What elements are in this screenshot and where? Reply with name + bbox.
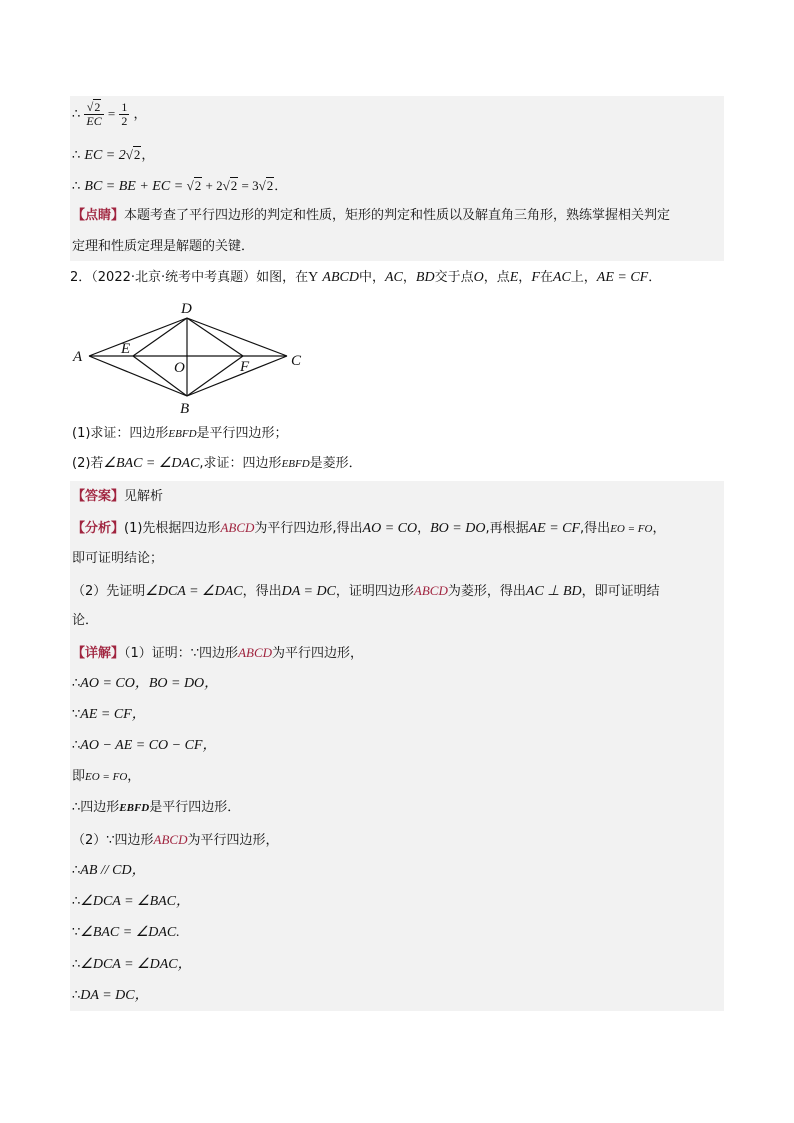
detail-line-9: ∴∠DCA = ∠BAC， — [72, 894, 191, 909]
eq-bc: ∴ BC = BE + EC = √2 + 2√2 = 3√2． — [72, 178, 288, 194]
detail-line-5: 即EO = FO， — [72, 769, 141, 784]
eq-ec: ∴ EC = 2√2， — [72, 147, 155, 163]
detail-line-3: ∵AE = CF， — [72, 707, 146, 722]
segment-ad — [89, 318, 187, 356]
analysis-line-3: （2）先证明∠DCA = ∠DAC，得出DA = DC，证明四边形ABCD为菱形，得出AC ⊥ BD，即可证明结 — [72, 583, 660, 599]
detail-line-10: ∵∠BAC = ∠DAC. — [72, 925, 180, 940]
segment-fb — [187, 356, 243, 396]
detail-line-1: 【详解】（1）证明：∵四边形ABCD为平行四边形， — [72, 645, 364, 661]
label-c: C — [291, 353, 302, 369]
analysis-line-4: 论． — [72, 613, 99, 628]
detail-line-4: ∴AO − AE = CO − CF， — [72, 738, 217, 753]
detail-line-6: ∴四边形EBFD是平行四边形． — [72, 800, 241, 815]
detail-line-12: ∴DA = DC， — [72, 988, 149, 1003]
dianjing-line-2: 定理和性质定理是解题的关键． — [72, 239, 255, 254]
question-2-stem: 2．（2022·北京·统考中考真题）如图，在Y ABCD中，AC，BD交于点O，点E，F在AC上，AE = CF． — [70, 270, 662, 285]
detail-line-2: ∴AO = CO，BO = DO， — [72, 676, 219, 691]
detail-line-11: ∴∠DCA = ∠DAC， — [72, 957, 192, 972]
detail-line-7: （2）∵四边形ABCD为平行四边形， — [72, 832, 279, 848]
fraction-root2-over-ec: $\frac{√2}{EC}$ — [86, 100, 102, 128]
segment-df — [187, 318, 243, 356]
segment-ba — [89, 356, 187, 396]
analysis-line-1: 【分析】(1)先根据四边形ABCD为平行四边形,得出AO = CO，BO = DO,再根据AE = CF,得出EO = FO， — [72, 520, 666, 536]
label-b: B — [180, 401, 190, 417]
analysis-line-2: 即可证明结论； — [72, 551, 164, 566]
label-o: O — [174, 360, 185, 376]
detail-line-8: ∴AB // CD， — [72, 863, 146, 878]
fraction-half: $\frac{1}{2}$ — [121, 100, 128, 128]
question-part-1: (1)求证：四边形EBFD是平行四边形； — [72, 426, 288, 441]
segment-cb — [187, 356, 287, 396]
answer-line: 【答案】见解析 — [72, 489, 164, 504]
dianjing-line-1: 【点睛】本题考查了平行四边形的判定和性质，矩形的判定和性质以及解直角三角形，熟练掌握相关判定 — [72, 208, 671, 223]
label-d: D — [181, 301, 192, 317]
label-f: F — [240, 359, 250, 375]
eq-ratio: ∴ $\frac{√2}{EC}$ = $\frac{1}{2}$ ， — [72, 100, 147, 128]
geometry-figure — [70, 298, 310, 418]
segment-ed — [133, 318, 187, 356]
question-part-2: (2)若∠BAC = ∠DAC,求证：四边形EBFD是菱形． — [72, 456, 362, 471]
label-a: A — [73, 349, 83, 365]
label-e: E — [121, 341, 131, 357]
segment-dc — [187, 318, 287, 356]
